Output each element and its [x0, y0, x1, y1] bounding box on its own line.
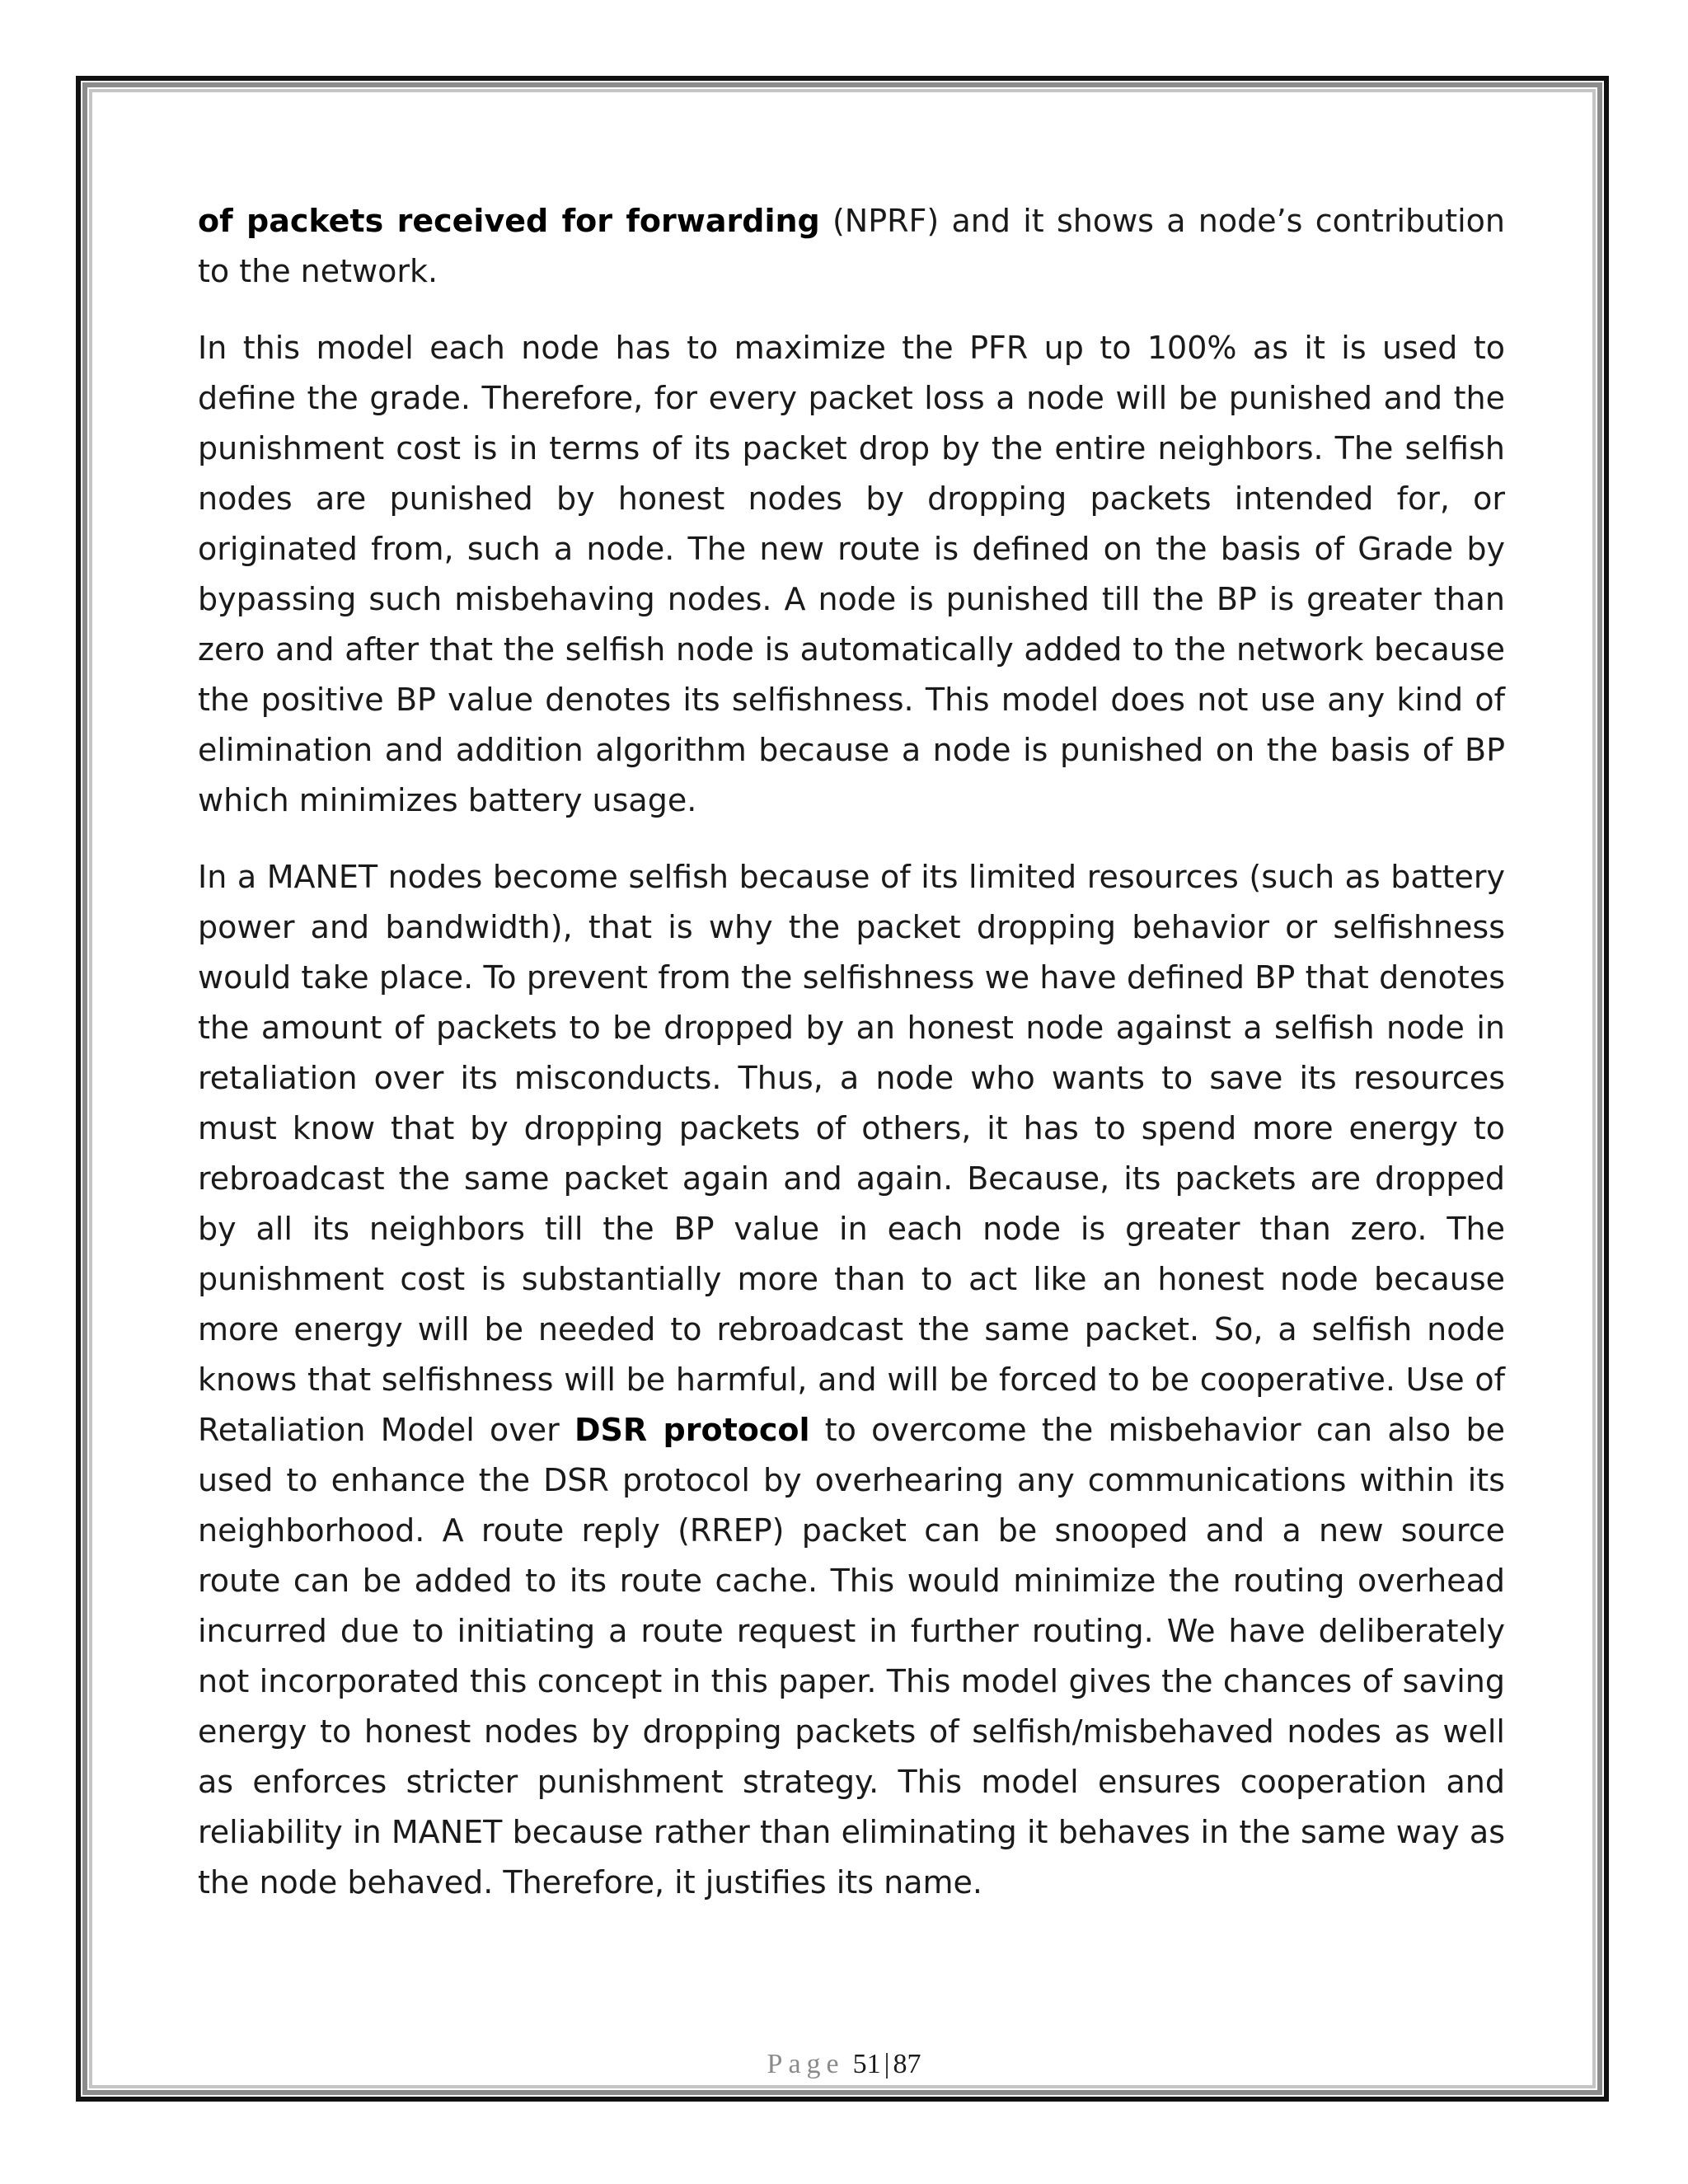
footer-separator: |: [884, 2049, 890, 2079]
paragraph-1-text-after: (NPRF) and it shows a node’s contribution to the network.: [198, 203, 1505, 289]
footer-current-page: 51: [852, 2049, 881, 2079]
page-body: [198, 196, 1505, 1934]
paragraph-1-bold-term: of packets received for forwarding: [198, 203, 820, 239]
paragraph-3-text-after: to overcome the misbehavior can also be used to enhance the DSR protocol by overhearing any communications within its neighborhood. A route reply (RREP) packet can be snooped and a new source route can be added to its route cache. This would minimize the routing overhead incurred due to initiating a route request in further routing. We have deliberately not incorporated this concept in this paper. This model gives the chances of saving energy to honest nodes by dropping packets of selfish/misbehaved nodes as well as enforces stricter punishment strategy. This model ensures cooperation and reliability in MANET because rather than eliminating it behaves in the same way as the node behaved. Therefore, it justifies its name.: [198, 1412, 1505, 1900]
paragraph-2: [198, 323, 1505, 826]
footer-page-label: Page: [767, 2049, 845, 2079]
paragraph-3-bold-term: DSR protocol: [574, 1412, 810, 1448]
paragraph-1: [198, 196, 1505, 297]
page-footer: [0, 2048, 1688, 2081]
paragraph-2-text: In this model each node has to maximize the PFR up to 100% as it is used to define the grade. Therefore, for every packet loss a node will be punished and the punishment cost is in terms of its packet drop by the entire neighbors. The selfish nodes are punished by honest nodes by dropping packets intended for, or originated from, such a node. The new route is defined on the basis of Grade by bypassing such misbehaving nodes. A node is punished till the BP is greater than zero and after that the selfish node is automatically added to the network because the positive BP value denotes its selfishness. This model does not use any kind of elimination and addition algorithm because a node is punished on the basis of BP which minimizes battery usage.: [198, 330, 1505, 818]
footer-total-pages: 87: [893, 2049, 921, 2079]
paragraph-3: [198, 852, 1505, 1908]
paragraph-3-text-before: In a MANET nodes become selfish because of its limited resources (such as battery power and bandwidth), that is why the packet dropping behavior or selfishness would take place. To prevent from the selfishness we have defined BP that denotes the amount of packets to be dropped by an honest node against a selfish node in retaliation over its misconducts. Thus, a node who wants to save its resources must know that by dropping packets of others, it has to spend more energy to rebroadcast the same packet again and again. Because, its packets are dropped by all its neighbors till the BP value in each node is greater than zero. The punishment cost is substantially more than to act like an honest node because more energy will be needed to rebroadcast the same packet. So, a selfish node knows that selfishness will be harmful, and will be forced to be cooperative. Use of Retaliation Model over: [198, 859, 1505, 1448]
